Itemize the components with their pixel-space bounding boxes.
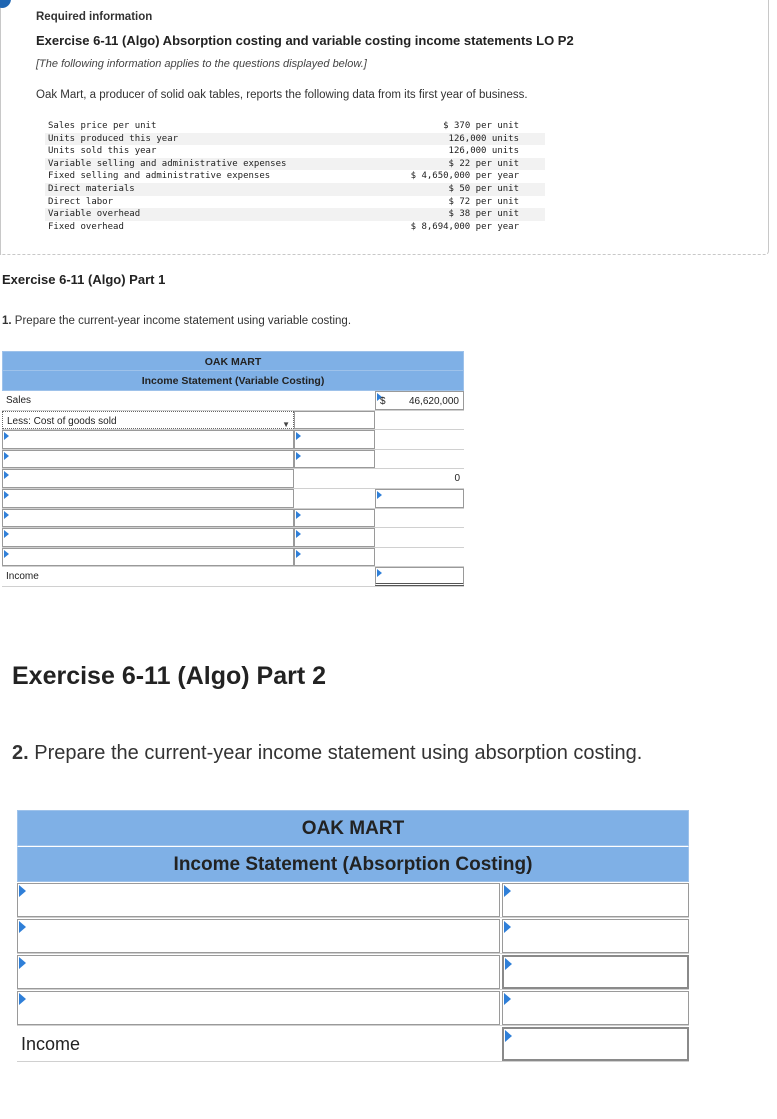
data-label: Sales price per unit — [45, 120, 365, 133]
cogs-item-input[interactable] — [294, 411, 375, 430]
part1-question — [2, 315, 351, 327]
entry-marker-icon — [4, 491, 9, 499]
data-value: $ 38 per unit — [365, 208, 545, 221]
sales-amount: 46,620,000 — [408, 396, 459, 407]
entry-marker-icon — [504, 885, 511, 897]
entry-marker-icon — [19, 921, 26, 933]
statement-row — [2, 528, 464, 548]
line-label-select[interactable] — [2, 528, 294, 547]
data-value: 126,000 units — [365, 145, 545, 158]
subtotal-value: 0 — [454, 473, 460, 485]
statement-row — [17, 954, 689, 990]
statement-title: Income Statement (Absorption Costing) — [17, 846, 689, 882]
income-label: Income — [6, 571, 39, 583]
income-amount-input[interactable] — [502, 1027, 689, 1061]
part2-heading: Exercise 6-11 (Algo) Part 2 — [12, 662, 327, 690]
line-label-select[interactable] — [17, 883, 500, 917]
entry-marker-icon — [4, 471, 9, 479]
part2-question — [12, 742, 642, 765]
data-label: Units sold this year — [45, 145, 365, 158]
variable-costing-statement — [2, 351, 464, 587]
cogs-row — [2, 411, 464, 431]
data-label: Direct materials — [45, 183, 365, 196]
currency-symbol: $ — [380, 396, 386, 407]
line-amount-input[interactable] — [294, 548, 375, 567]
line-amount-input[interactable] — [294, 509, 375, 528]
data-row — [45, 183, 545, 196]
entry-marker-icon — [504, 993, 511, 1005]
entry-marker-icon — [505, 958, 512, 970]
absorption-costing-statement — [17, 810, 689, 1062]
entry-marker-icon — [4, 530, 9, 538]
dropdown-arrow-icon: ▼ — [282, 419, 290, 429]
entry-marker-icon — [4, 511, 9, 519]
data-label: Units produced this year — [45, 133, 365, 146]
question-marker-icon — [0, 0, 11, 8]
part1-question-text: Prepare the current-year income statement using variable costing. — [14, 315, 352, 327]
statement-company: OAK MART — [17, 810, 689, 846]
statement-company: OAK MART — [2, 351, 464, 371]
line-amount-input[interactable] — [294, 450, 375, 469]
data-label: Variable selling and administrative expenses — [45, 158, 365, 171]
entry-marker-icon — [377, 491, 382, 499]
data-value: $ 370 per unit — [365, 120, 545, 133]
line-amount-input[interactable] — [294, 430, 375, 449]
given-data-table — [45, 120, 545, 233]
income-row — [2, 567, 464, 587]
entry-marker-icon — [4, 452, 9, 460]
data-row — [45, 221, 545, 234]
statement-row — [2, 548, 464, 568]
part1-question-number: 1. — [2, 315, 12, 327]
data-value: $ 4,650,000 per year — [365, 170, 545, 183]
statement-row — [2, 489, 464, 509]
sales-row — [2, 391, 464, 411]
data-row — [45, 145, 545, 158]
entry-marker-icon — [296, 511, 301, 519]
entry-marker-icon — [505, 1030, 512, 1042]
data-label: Direct labor — [45, 196, 365, 209]
line-label-select[interactable] — [2, 548, 294, 567]
data-row — [45, 170, 545, 183]
part1-heading: Exercise 6-11 (Algo) Part 1 — [2, 272, 166, 287]
data-value: $ 8,694,000 per year — [365, 221, 545, 234]
line-label-select[interactable] — [17, 919, 500, 953]
statement-row — [2, 509, 464, 529]
data-row — [45, 120, 545, 133]
line-amount-input[interactable] — [502, 919, 689, 953]
line-label-select[interactable] — [2, 450, 294, 469]
statement-row — [17, 918, 689, 954]
data-row — [45, 196, 545, 209]
data-value: 126,000 units — [365, 133, 545, 146]
sales-label: Sales — [6, 395, 32, 406]
line-label-select[interactable] — [2, 509, 294, 528]
entry-marker-icon — [296, 550, 301, 558]
entry-marker-icon — [19, 885, 26, 897]
data-row — [45, 158, 545, 171]
intro-text: Oak Mart, a producer of solid oak tables, reports the following data from its first year of business. — [36, 89, 528, 101]
income-label: Income — [21, 1034, 81, 1054]
data-label: Variable overhead — [45, 208, 365, 221]
line-amount-input[interactable] — [502, 883, 689, 917]
statement-row — [17, 990, 689, 1026]
statement-row — [17, 882, 689, 918]
entry-marker-icon — [19, 957, 26, 969]
data-value: $ 72 per unit — [365, 196, 545, 209]
data-label: Fixed overhead — [45, 221, 365, 234]
statement-title: Income Statement (Variable Costing) — [2, 371, 464, 391]
part2-question-number: 2. — [12, 742, 29, 764]
data-row — [45, 133, 545, 146]
line-label-select[interactable] — [17, 955, 500, 989]
data-value: $ 22 per unit — [365, 158, 545, 171]
statement-row — [2, 450, 464, 470]
entry-marker-icon — [377, 569, 382, 577]
entry-marker-icon — [4, 432, 9, 440]
entry-marker-icon — [296, 530, 301, 538]
line-label-select[interactable] — [2, 469, 294, 488]
entry-marker-icon — [296, 452, 301, 460]
data-row — [45, 208, 545, 221]
part2-question-text: Prepare the current-year income statement using absorption costing. — [34, 742, 643, 764]
required-info-label: Required information — [36, 11, 153, 23]
income-amount-input[interactable] — [375, 567, 464, 586]
line-label-select[interactable] — [2, 489, 294, 508]
applies-note: [The following information applies to the questions displayed below.] — [36, 58, 367, 70]
line-label-select[interactable] — [2, 430, 294, 449]
entry-marker-icon — [4, 550, 9, 558]
line-total-input[interactable] — [375, 489, 464, 508]
income-row — [17, 1026, 689, 1062]
exercise-title: Exercise 6-11 (Algo) Absorption costing and variable costing income statements LO P2 — [36, 33, 574, 48]
line-label-select[interactable] — [17, 991, 500, 1025]
entry-marker-icon — [296, 432, 301, 440]
line-amount-input[interactable] — [502, 991, 689, 1025]
line-amount-input[interactable] — [294, 528, 375, 547]
sales-amount-input[interactable] — [375, 391, 464, 410]
entry-marker-icon — [504, 921, 511, 933]
cogs-label-select[interactable] — [2, 411, 294, 430]
data-label: Fixed selling and administrative expenses — [45, 170, 365, 183]
data-value: $ 50 per unit — [365, 183, 545, 196]
statement-row — [2, 469, 464, 489]
line-amount-input[interactable] — [502, 955, 689, 989]
statement-row — [2, 430, 464, 450]
cogs-label: Less: Cost of goods sold — [7, 415, 117, 427]
required-information-panel — [0, 0, 769, 255]
entry-marker-icon — [19, 993, 26, 1005]
